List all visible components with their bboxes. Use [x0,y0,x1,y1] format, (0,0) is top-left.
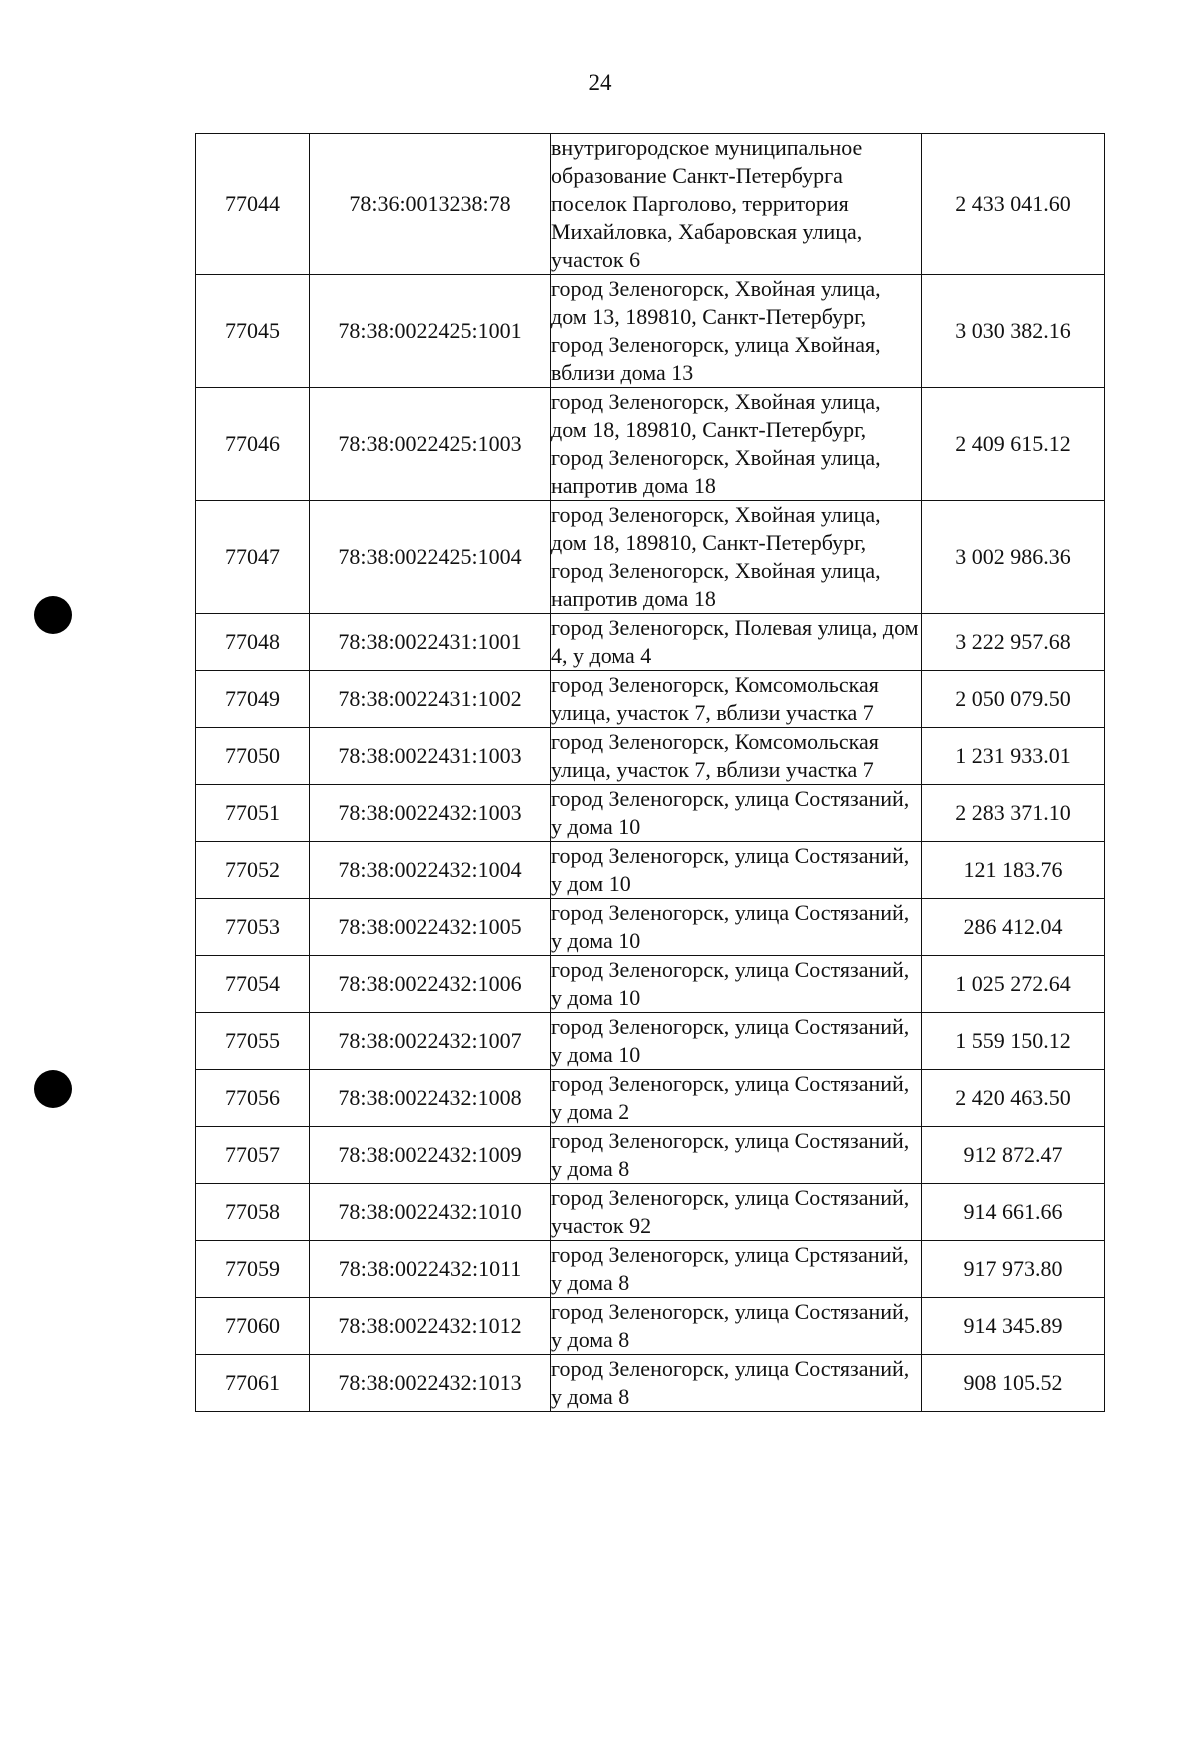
address-text: город Зеленогорск, улица Состязаний, у дома 10 [551,1014,910,1067]
address-text: внутригородское муниципальное образование Санкт-Петербурга поселок Парголово, территория Михайловка, Хабаровская улица, участок 6 [551,135,863,272]
address-cell [551,1355,922,1412]
cadastral-number: 78:38:0022432:1007 [338,1028,522,1053]
address-cell [551,899,922,956]
address-text: город Зеленогорск, улица Срстязаний, у дома 8 [551,1242,909,1295]
address-text: город Зеленогорск, Хвойная улица, дом 18, 189810, Санкт-Петербург, город Зеленогорск, Хвойная улица, напротив дома 18 [551,389,881,498]
cadastral-number-cell [310,134,551,275]
table-row [196,1355,1105,1412]
row-number-cell [196,1013,310,1070]
address-cell [551,1298,922,1355]
cadastral-number: 78:38:0022425:1001 [338,318,522,343]
table-row [196,956,1105,1013]
row-number-cell [196,728,310,785]
row-number-cell [196,134,310,275]
cadastral-number: 78:38:0022432:1005 [338,914,522,939]
row-number: 77048 [225,629,280,654]
row-number-cell [196,842,310,899]
cadastral-number: 78:36:0013238:78 [349,191,511,216]
address-text: город Зеленогорск, улица Состязаний, у дома 2 [551,1071,910,1124]
table-body [196,134,1105,1412]
row-number-cell [196,275,310,388]
row-number: 77054 [225,971,280,996]
address-cell [551,671,922,728]
value-cell [922,1070,1105,1127]
row-number: 77045 [225,318,280,343]
cadastral-number-cell [310,1184,551,1241]
cadastral-number-cell [310,1127,551,1184]
row-number: 77056 [225,1085,280,1110]
row-number: 77046 [225,431,280,456]
cadastral-value: 914 661.66 [963,1199,1063,1224]
row-number-cell [196,671,310,728]
value-cell [922,785,1105,842]
cadastral-number-cell [310,1013,551,1070]
cadastral-number: 78:38:0022432:1010 [338,1199,522,1224]
cadastral-number-cell [310,785,551,842]
table-row [196,501,1105,614]
cadastral-number-cell [310,1298,551,1355]
row-number-cell [196,785,310,842]
cadastral-number: 78:38:0022432:1004 [338,857,522,882]
address-text: город Зеленогорск, улица Состязаний, у дом 10 [551,843,910,896]
cadastral-number-cell [310,842,551,899]
table-row [196,1298,1105,1355]
table-row [196,1241,1105,1298]
address-text: город Зеленогорск, улица Состязаний, участок 92 [551,1185,910,1238]
table-row [196,134,1105,275]
cadastral-number: 78:38:0022425:1003 [338,431,522,456]
cadastral-number-cell [310,275,551,388]
address-text: город Зеленогорск, Хвойная улица, дом 18, 189810, Санкт-Петербург, город Зеленогорск, Хвойная улица, напротив дома 18 [551,502,881,611]
cadastral-number: 78:38:0022432:1013 [338,1370,522,1395]
punch-hole-mark [34,596,72,634]
row-number: 77055 [225,1028,280,1053]
cadastral-number: 78:38:0022431:1002 [338,686,522,711]
address-cell [551,388,922,501]
cadastral-value: 3 002 986.36 [955,544,1071,569]
address-text: город Зеленогорск, улица Состязаний, у дома 10 [551,957,910,1010]
row-number: 77051 [225,800,280,825]
cadastral-value: 2 409 615.12 [955,431,1071,456]
value-cell [922,899,1105,956]
address-text: город Зеленогорск, улица Состязаний, у дома 8 [551,1128,910,1181]
row-number: 77060 [225,1313,280,1338]
value-cell [922,842,1105,899]
cadastral-value: 912 872.47 [963,1142,1063,1167]
address-cell [551,501,922,614]
address-cell [551,614,922,671]
cadastral-number: 78:38:0022425:1004 [338,544,522,569]
address-cell [551,785,922,842]
value-cell [922,1298,1105,1355]
punch-hole-mark [34,1070,72,1108]
cadastral-number-cell [310,388,551,501]
address-text: город Зеленогорск, улица Состязаний, у дома 10 [551,900,910,953]
cadastral-number: 78:38:0022432:1011 [338,1256,522,1281]
address-cell [551,956,922,1013]
row-number-cell [196,899,310,956]
row-number: 77052 [225,857,280,882]
row-number: 77050 [225,743,280,768]
row-number-cell [196,1184,310,1241]
value-cell [922,671,1105,728]
value-cell [922,1127,1105,1184]
value-cell [922,1355,1105,1412]
value-cell [922,956,1105,1013]
cadastral-number-cell [310,899,551,956]
cadastral-number: 78:38:0022431:1001 [338,629,522,654]
address-cell [551,1013,922,1070]
cadastral-number: 78:38:0022431:1003 [338,743,522,768]
address-cell [551,728,922,785]
row-number: 77044 [225,191,280,216]
table-row [196,671,1105,728]
cadastral-value: 2 050 079.50 [955,686,1071,711]
address-cell [551,1070,922,1127]
cadastral-number-cell [310,1070,551,1127]
table-row [196,1013,1105,1070]
table-row [196,388,1105,501]
row-number-cell [196,1298,310,1355]
table-row [196,785,1105,842]
value-cell [922,1013,1105,1070]
value-cell [922,134,1105,275]
table-row [196,1184,1105,1241]
cadastral-number: 78:38:0022432:1008 [338,1085,522,1110]
table-row [196,275,1105,388]
row-number: 77058 [225,1199,280,1224]
row-number-cell [196,388,310,501]
address-text: город Зеленогорск, Комсомольская улица, участок 7, вблизи участка 7 [551,729,879,782]
address-text: город Зеленогорск, улица Состязаний, у дома 8 [551,1299,910,1352]
row-number-cell [196,1070,310,1127]
cadastral-value-table [195,133,1105,1412]
row-number-cell [196,956,310,1013]
row-number-cell [196,1355,310,1412]
cadastral-number-cell [310,1241,551,1298]
table-row [196,614,1105,671]
cadastral-value: 1 025 272.64 [955,971,1071,996]
address-text: город Зеленогорск, улица Состязаний, у дома 8 [551,1356,910,1409]
page-number: 24 [588,70,612,95]
cadastral-value: 1 231 933.01 [955,743,1071,768]
address-text: город Зеленогорск, Комсомольская улица, участок 7, вблизи участка 7 [551,672,879,725]
address-cell [551,275,922,388]
row-number-cell [196,614,310,671]
cadastral-number-cell [310,956,551,1013]
table-row [196,1127,1105,1184]
value-cell [922,1241,1105,1298]
address-cell [551,1184,922,1241]
address-text: город Зеленогорск, улица Состязаний, у дома 10 [551,786,910,839]
address-cell [551,134,922,275]
address-cell [551,1241,922,1298]
cadastral-number-cell [310,671,551,728]
address-cell [551,1127,922,1184]
address-text: город Зеленогорск, Полевая улица, дом 4, у дома 4 [551,615,919,668]
row-number: 77049 [225,686,280,711]
row-number-cell [196,1127,310,1184]
row-number: 77053 [225,914,280,939]
cadastral-value: 3 030 382.16 [955,318,1071,343]
table-row [196,1070,1105,1127]
table-row [196,899,1105,956]
cadastral-value: 121 183.76 [963,857,1063,882]
address-cell [551,842,922,899]
value-cell [922,614,1105,671]
row-number: 77057 [225,1142,280,1167]
cadastral-value: 917 973.80 [963,1256,1063,1281]
table-row [196,842,1105,899]
row-number: 77047 [225,544,280,569]
cadastral-number-cell [310,501,551,614]
cadastral-number-cell [310,1355,551,1412]
cadastral-number: 78:38:0022432:1003 [338,800,522,825]
address-text: город Зеленогорск, Хвойная улица, дом 13, 189810, Санкт-Петербург, город Зеленогорск, улица Хвойная, вблизи дома 13 [551,276,881,385]
cadastral-number-cell [310,728,551,785]
cadastral-value: 1 559 150.12 [955,1028,1071,1053]
value-cell [922,728,1105,785]
cadastral-value: 2 283 371.10 [955,800,1071,825]
table-row [196,728,1105,785]
cadastral-number-cell [310,614,551,671]
cadastral-value: 2 420 463.50 [955,1085,1071,1110]
row-number: 77059 [225,1256,280,1281]
cadastral-value: 914 345.89 [963,1313,1063,1338]
row-number-cell [196,1241,310,1298]
cadastral-number: 78:38:0022432:1006 [338,971,522,996]
row-number-cell [196,501,310,614]
cadastral-number: 78:38:0022432:1009 [338,1142,522,1167]
value-cell [922,1184,1105,1241]
cadastral-value: 286 412.04 [963,914,1063,939]
value-cell [922,275,1105,388]
cadastral-value: 3 222 957.68 [955,629,1071,654]
value-cell [922,388,1105,501]
cadastral-value: 908 105.52 [963,1370,1063,1395]
cadastral-value: 2 433 041.60 [955,191,1071,216]
value-cell [922,501,1105,614]
cadastral-number: 78:38:0022432:1012 [338,1313,522,1338]
row-number: 77061 [225,1370,280,1395]
